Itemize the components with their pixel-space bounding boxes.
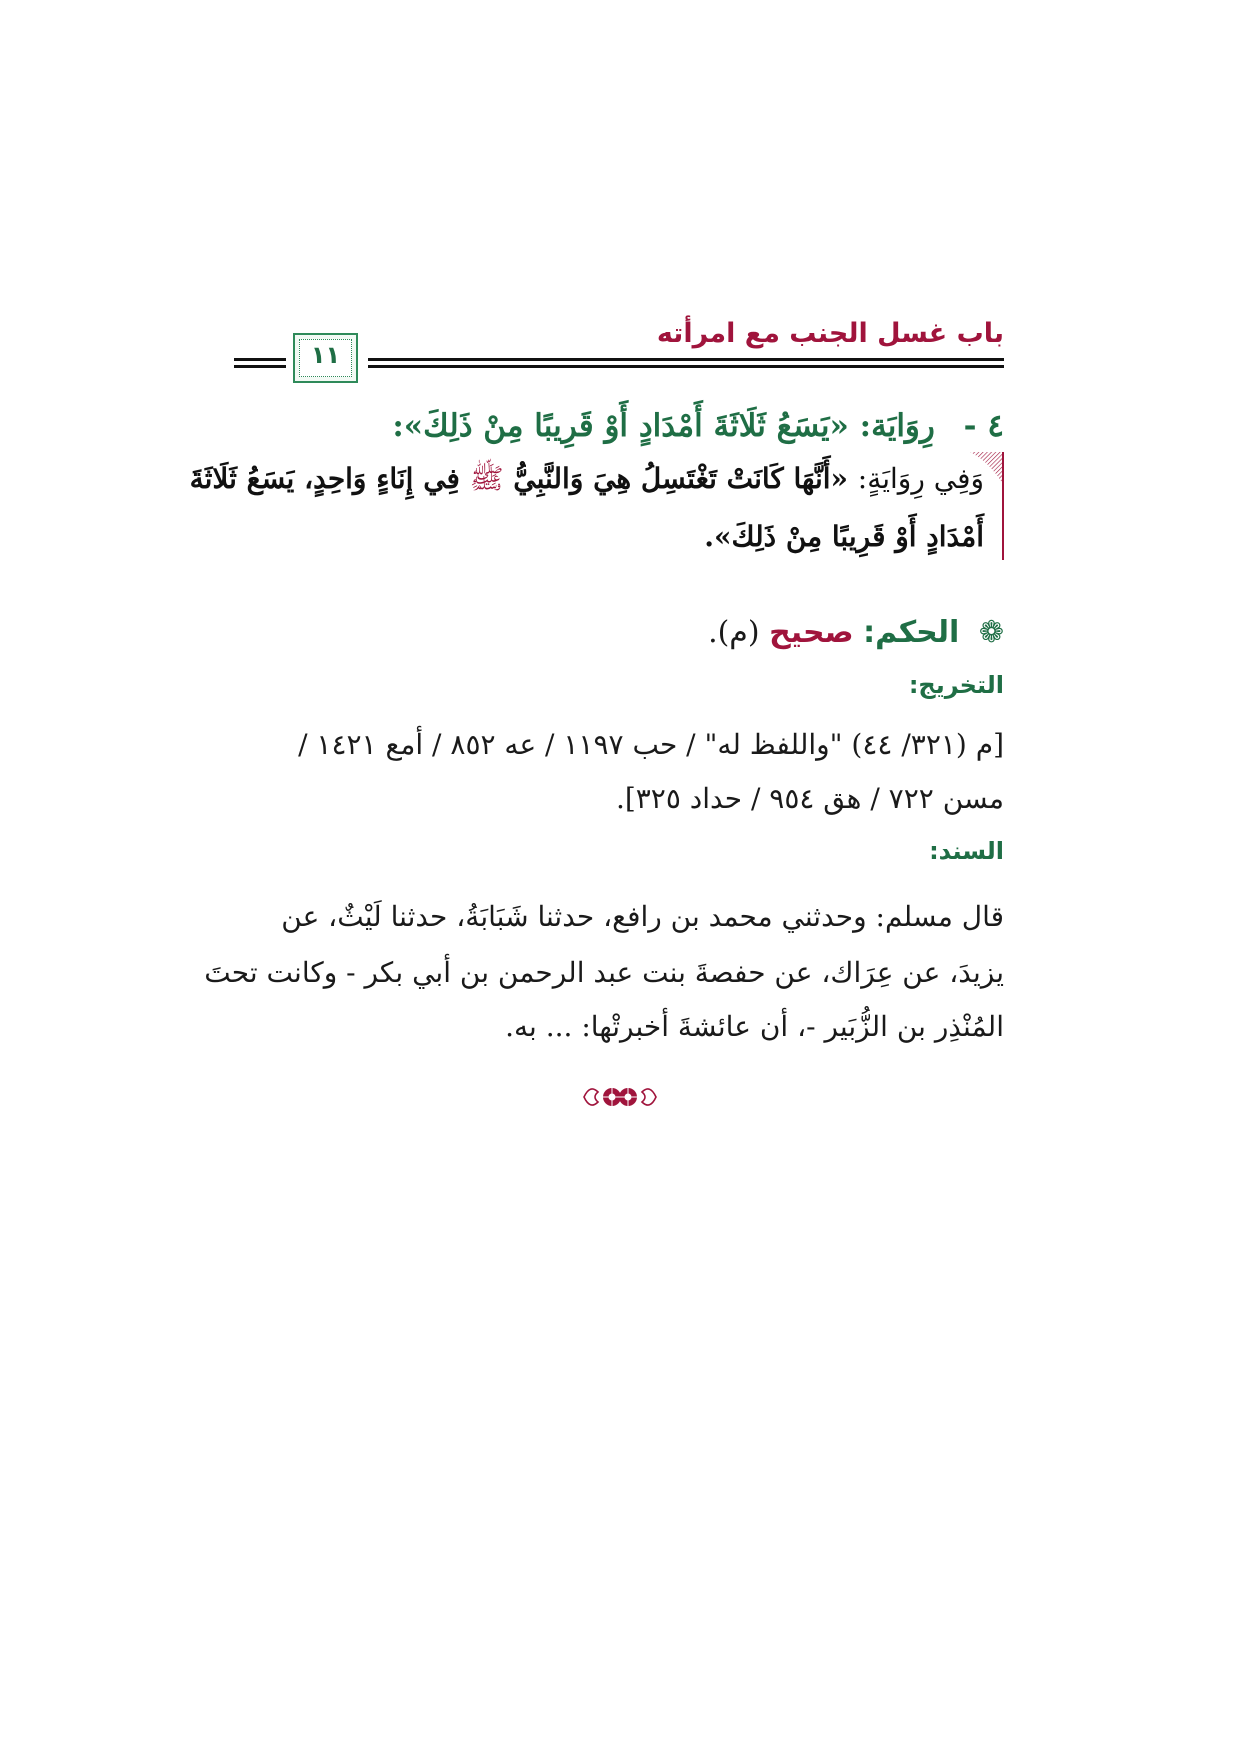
ruling-label: الحكم:: [863, 615, 960, 650]
page-number-frame: [293, 333, 358, 383]
variant-text-line-2: أَمْدَادٍ أَوْ قَرِيبًا مِنْ ذَلِكَ».: [704, 520, 984, 553]
salawat-glyph: ﷺ: [469, 462, 504, 495]
variant-text-line-1: [190, 462, 984, 502]
variant-text-b: فِي إِنَاءٍ وَاحِدٍ، يَسَعُ ثَلَاثَةَ: [189, 462, 460, 495]
ornament-icon: [580, 1080, 660, 1114]
running-title: باب غسل الجنب مع امرأته: [656, 318, 1004, 349]
takhrij-line-2: مسن ٧٢٢ / هق ٩٥٤ / حداد ٣٢٥].: [615, 782, 1004, 815]
ruling-suffix: (م).: [708, 615, 760, 650]
ruling-value: صحيح: [769, 615, 854, 650]
sanad-line-2: يزيدَ، عن عِرَاك، عن حفصةَ بنت عبد الرحمن بن أبي بكر - وكانت تحتَ: [204, 956, 1004, 989]
takhrij-heading: التخريج:: [908, 671, 1004, 699]
takhrij-line-1: [م (٣٢١/ ٤٤) "واللفظ له" / حب ١١٩٧ / عه ٨٥٢ / أمع ١٤٢١ /: [298, 728, 1004, 761]
sanad-line-3: المُنْذِر بن الزُّبَير -، أن عائشةَ أخبرتْها: ... به.: [505, 1010, 1004, 1043]
flower-icon: ❁: [978, 615, 1004, 650]
sanad-heading: السند:: [929, 837, 1004, 865]
sanad-line-1: قال مسلم: وحدثني محمد بن رافع، حدثنا شَبَابَةُ، حدثنا لَيْثٌ، عن: [281, 900, 1004, 933]
narration-heading: [392, 408, 1004, 444]
narration-title: رِوَايَة: «يَسَعُ ثَلَاثَةَ أَمْدَادٍ أَوْ قَرِيبًا مِنْ ذَلِكَ»:: [392, 408, 935, 444]
variant-intro: وَفِي رِوَايَةٍ:: [857, 462, 984, 495]
variant-text-a: «أَنَّهَا كَانَتْ تَغْتَسِلُ هِيَ وَالنَّبِيُّ: [513, 462, 849, 495]
header-rule: [368, 358, 1004, 369]
page-number: ١١: [310, 341, 341, 369]
narration-number: ٤ -: [963, 408, 1004, 444]
header-rule-short: [234, 358, 286, 369]
ruling-line: [708, 615, 1004, 650]
